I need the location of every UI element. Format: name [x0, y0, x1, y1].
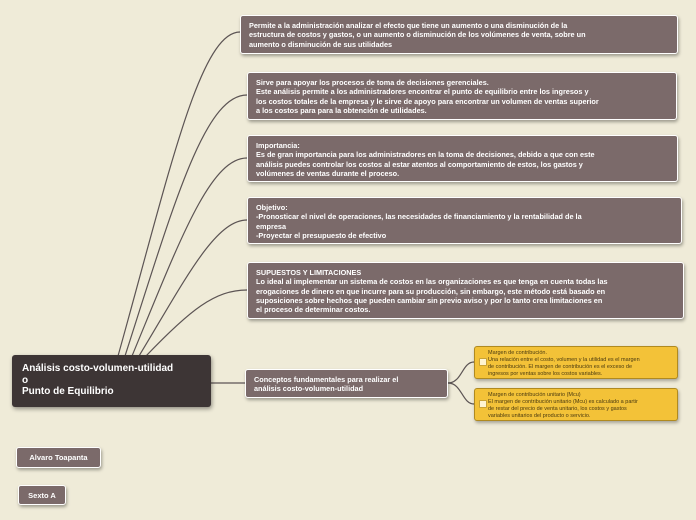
connector-branch-3 [132, 158, 247, 356]
connector-sub-2 [448, 383, 474, 404]
note-marker-icon [479, 400, 487, 408]
branch-node-3[interactable] [247, 135, 678, 182]
branch-node-4[interactable] [247, 197, 682, 244]
subtopic-node-1-text: Margen de contribución. Una relación entre el costo, volumen y la utilidad es el margen de contribución. El margen de contribución es el exceso de ingresos por ventas sobre los costos variables. [488, 350, 640, 377]
subtopic-node-2[interactable] [474, 388, 678, 421]
branch-node-5[interactable] [247, 262, 684, 319]
branch-node-4-text: Objetivo: -Pronosticar el nivel de operaciones, las necesidades de financiamiento y la rentabilidad de la empresa -Proyectar el presupuesto de efectivo [256, 203, 582, 240]
subtopic-node-2-text: Margen de contribución unitario (Mcu) El margen de contribución unitario (Mcu) es calculado a partir de restar del precio de venta unitario, los costos y gastos variables unitarios del producto o servicio. [488, 392, 638, 419]
branch-node-3-text: Importancia: Es de gran importancia para los administradores en la toma de decisiones, debido a que con este análisis puedes controlar los costos al estar atentos al comportamiento de estos, los gastos y volúmenes de ventas durante el proceso. [256, 141, 595, 178]
branch-node-1-text: Permite a la administración analizar el efecto que tiene un aumento o una disminución de la estructura de costos y gastos, o un aumento o disminución de los volúmenes de venta, sobre un aumento o disminución de sus utilidades [249, 21, 586, 49]
connector-branch-4 [139, 220, 247, 356]
branch-node-2-text: Sirve para apoyar los procesos de toma de decisiones gerenciales. Este análisis permite a los administradores encontrar el punto de equilibrio entre los ingresos y los costos totales de la empresa y le sirve de apoyo para encontrar un volumen de ventas superior a los costos para para la obtención de utilidades. [256, 78, 599, 115]
central-topic[interactable]: Análisis costo-volumen-utilidad o Punto de Equilibrio [12, 355, 211, 407]
branch-node-5-text: SUPUESTOS Y LIMITACIONES Lo ideal al implementar un sistema de costos en las organizaciones es que tenga en cuenta todas las erogaciones de dinero en que incurre para su producción, sin embargo, este método está basado en suposiciones sobre hechos que pueden cambiar sin previo aviso y por lo tanto crea limitaciones en el proceso de determinar costos. [256, 268, 608, 315]
branch-node-6-text: Conceptos fundamentales para realizar el análisis costo-volumen-utilidad [254, 375, 399, 394]
subtopic-node-1[interactable] [474, 346, 678, 379]
branch-node-1[interactable] [240, 15, 678, 54]
branch-node-6[interactable] [245, 369, 448, 398]
connector-sub-1 [448, 362, 474, 383]
grade-tag[interactable]: Sexto A [18, 485, 66, 505]
branch-node-2[interactable] [247, 72, 677, 120]
author-tag[interactable]: Alvaro Toapanta [16, 447, 101, 468]
note-marker-icon [479, 358, 487, 366]
connector-branch-5 [146, 290, 247, 356]
